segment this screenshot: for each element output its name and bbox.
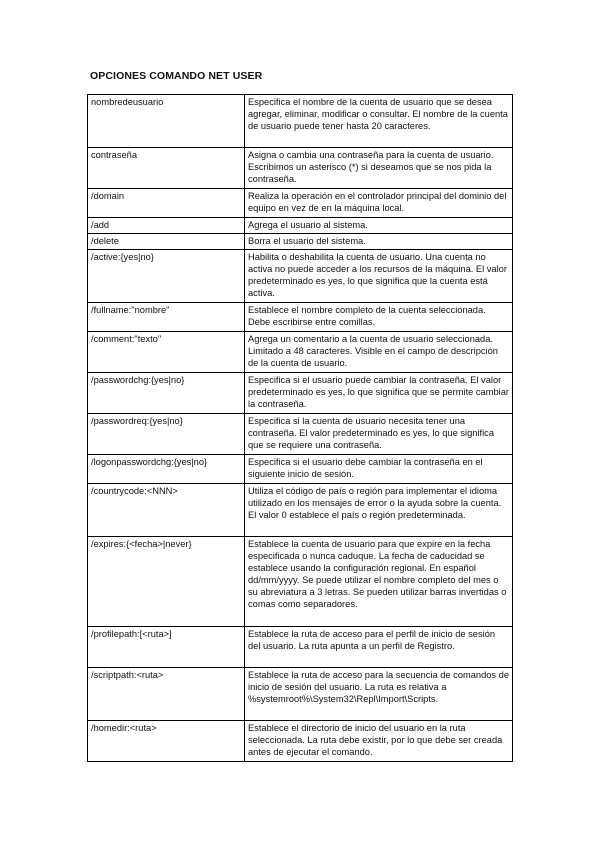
table-row — [88, 189, 513, 218]
description-cell: Establece el directorio de inicio del usuario en la ruta seleccionada. La ruta debe existir, por lo que debe ser creada antes de ejecutar el comando. — [245, 721, 513, 762]
description-cell: Asigna o cambia una contraseña para la cuenta de usuario. Escribimos un asterisco (*) si deseamos que se nos pida la contraseña. — [245, 148, 513, 189]
description-cell: Realiza la operación en el controlador principal del dominio del equipo en vez de en la máquina local. — [245, 189, 513, 218]
table-row — [88, 484, 513, 537]
table-row — [88, 148, 513, 189]
table-row — [88, 95, 513, 148]
description-cell: Especifica si el usuario puede cambiar la contraseña. El valor predeterminado es yes, lo que significa que se permite cambiar la contraseña. — [245, 373, 513, 414]
description-cell: Establece el nombre completo de la cuenta seleccionada. Debe escribirse entre comillas. — [245, 303, 513, 332]
option-cell: /delete — [88, 234, 245, 250]
description-cell: Agrega un comentario a la cuenta de usuario seleccionada. Limitado a 48 caracteres. Visible en el campo de descripción de la cuenta de usuario. — [245, 332, 513, 373]
table-row — [88, 218, 513, 234]
option-cell: /fullname:"nombre" — [88, 303, 245, 332]
option-cell: /homedir:<ruta> — [88, 721, 245, 762]
option-cell: contraseña — [88, 148, 245, 189]
option-cell: /logonpasswordchg:{yes|no} — [88, 455, 245, 484]
description-cell: Habilita o deshabilita la cuenta de usuario. Una cuenta no activa no puede acceder a los recursos de la máquina. El valor predeterminado es yes, lo que significa que la cuenta está activa. — [245, 250, 513, 303]
option-cell: /expires:{<fecha>|never} — [88, 537, 245, 627]
page-title: OPCIONES COMANDO NET USER — [90, 70, 263, 82]
option-cell: nombredeusuario — [88, 95, 245, 148]
description-cell: Especifica el nombre de la cuenta de usuario que se desea agregar, eliminar, modificar o consultar. El nombre de la cuenta de usuario puede tener hasta 20 caracteres. — [245, 95, 513, 148]
description-cell: Establece la ruta de acceso para la secuencia de comandos de inicio de sesión del usuario. La ruta es relativa a %systemroot%\System32\Repl\Import\Scripts. — [245, 668, 513, 721]
option-cell: /comment:"texto" — [88, 332, 245, 373]
table-row — [88, 455, 513, 484]
table-row — [88, 234, 513, 250]
table-row — [88, 721, 513, 762]
option-cell: /profilepath:[<ruta>] — [88, 627, 245, 668]
description-cell: Establece la ruta de acceso para el perfil de inicio de sesión del usuario. La ruta apunta a un perfil de Registro. — [245, 627, 513, 668]
description-cell: Utiliza el código de país o región para implementar el idioma utilizado en los mensajes de error o la ayuda sobre la cuenta. El valor 0 establece el país o región predeterminada. — [245, 484, 513, 537]
table-row — [88, 332, 513, 373]
table-row — [88, 414, 513, 455]
table-row — [88, 250, 513, 303]
description-cell: Especifica si el usuario debe cambiar la contraseña en el siguiente inicio de sesión. — [245, 455, 513, 484]
option-cell: /countrycode:<NNN> — [88, 484, 245, 537]
option-cell: /passwordchg:{yes|no} — [88, 373, 245, 414]
option-cell: /scriptpath:<ruta> — [88, 668, 245, 721]
option-cell: /active:{yes|no} — [88, 250, 245, 303]
table-row — [88, 373, 513, 414]
options-table — [87, 94, 513, 762]
option-cell: /passwordreq:{yes|no} — [88, 414, 245, 455]
option-cell: /domain — [88, 189, 245, 218]
description-cell: Especifica si la cuenta de usuario necesita tener una contraseña. El valor predeterminado es yes, lo que significa que se requiere una contraseña. — [245, 414, 513, 455]
table-row — [88, 668, 513, 721]
table-row — [88, 537, 513, 627]
option-cell: /add — [88, 218, 245, 234]
description-cell: Borra el usuario del sistema. — [245, 234, 513, 250]
table-row — [88, 627, 513, 668]
description-cell: Establece la cuenta de usuario para que expire en la fecha especificada o nunca caduque. La fecha de caducidad se establece usando la configuración regional. En español dd/mm/yyyy. Se puede utilizar el nombre completo del mes o su abreviatura a 3 letras. Se pueden utilizar barras invertidas o comas como separadores. — [245, 537, 513, 627]
description-cell: Agrega el usuario al sistema. — [245, 218, 513, 234]
table-row — [88, 303, 513, 332]
